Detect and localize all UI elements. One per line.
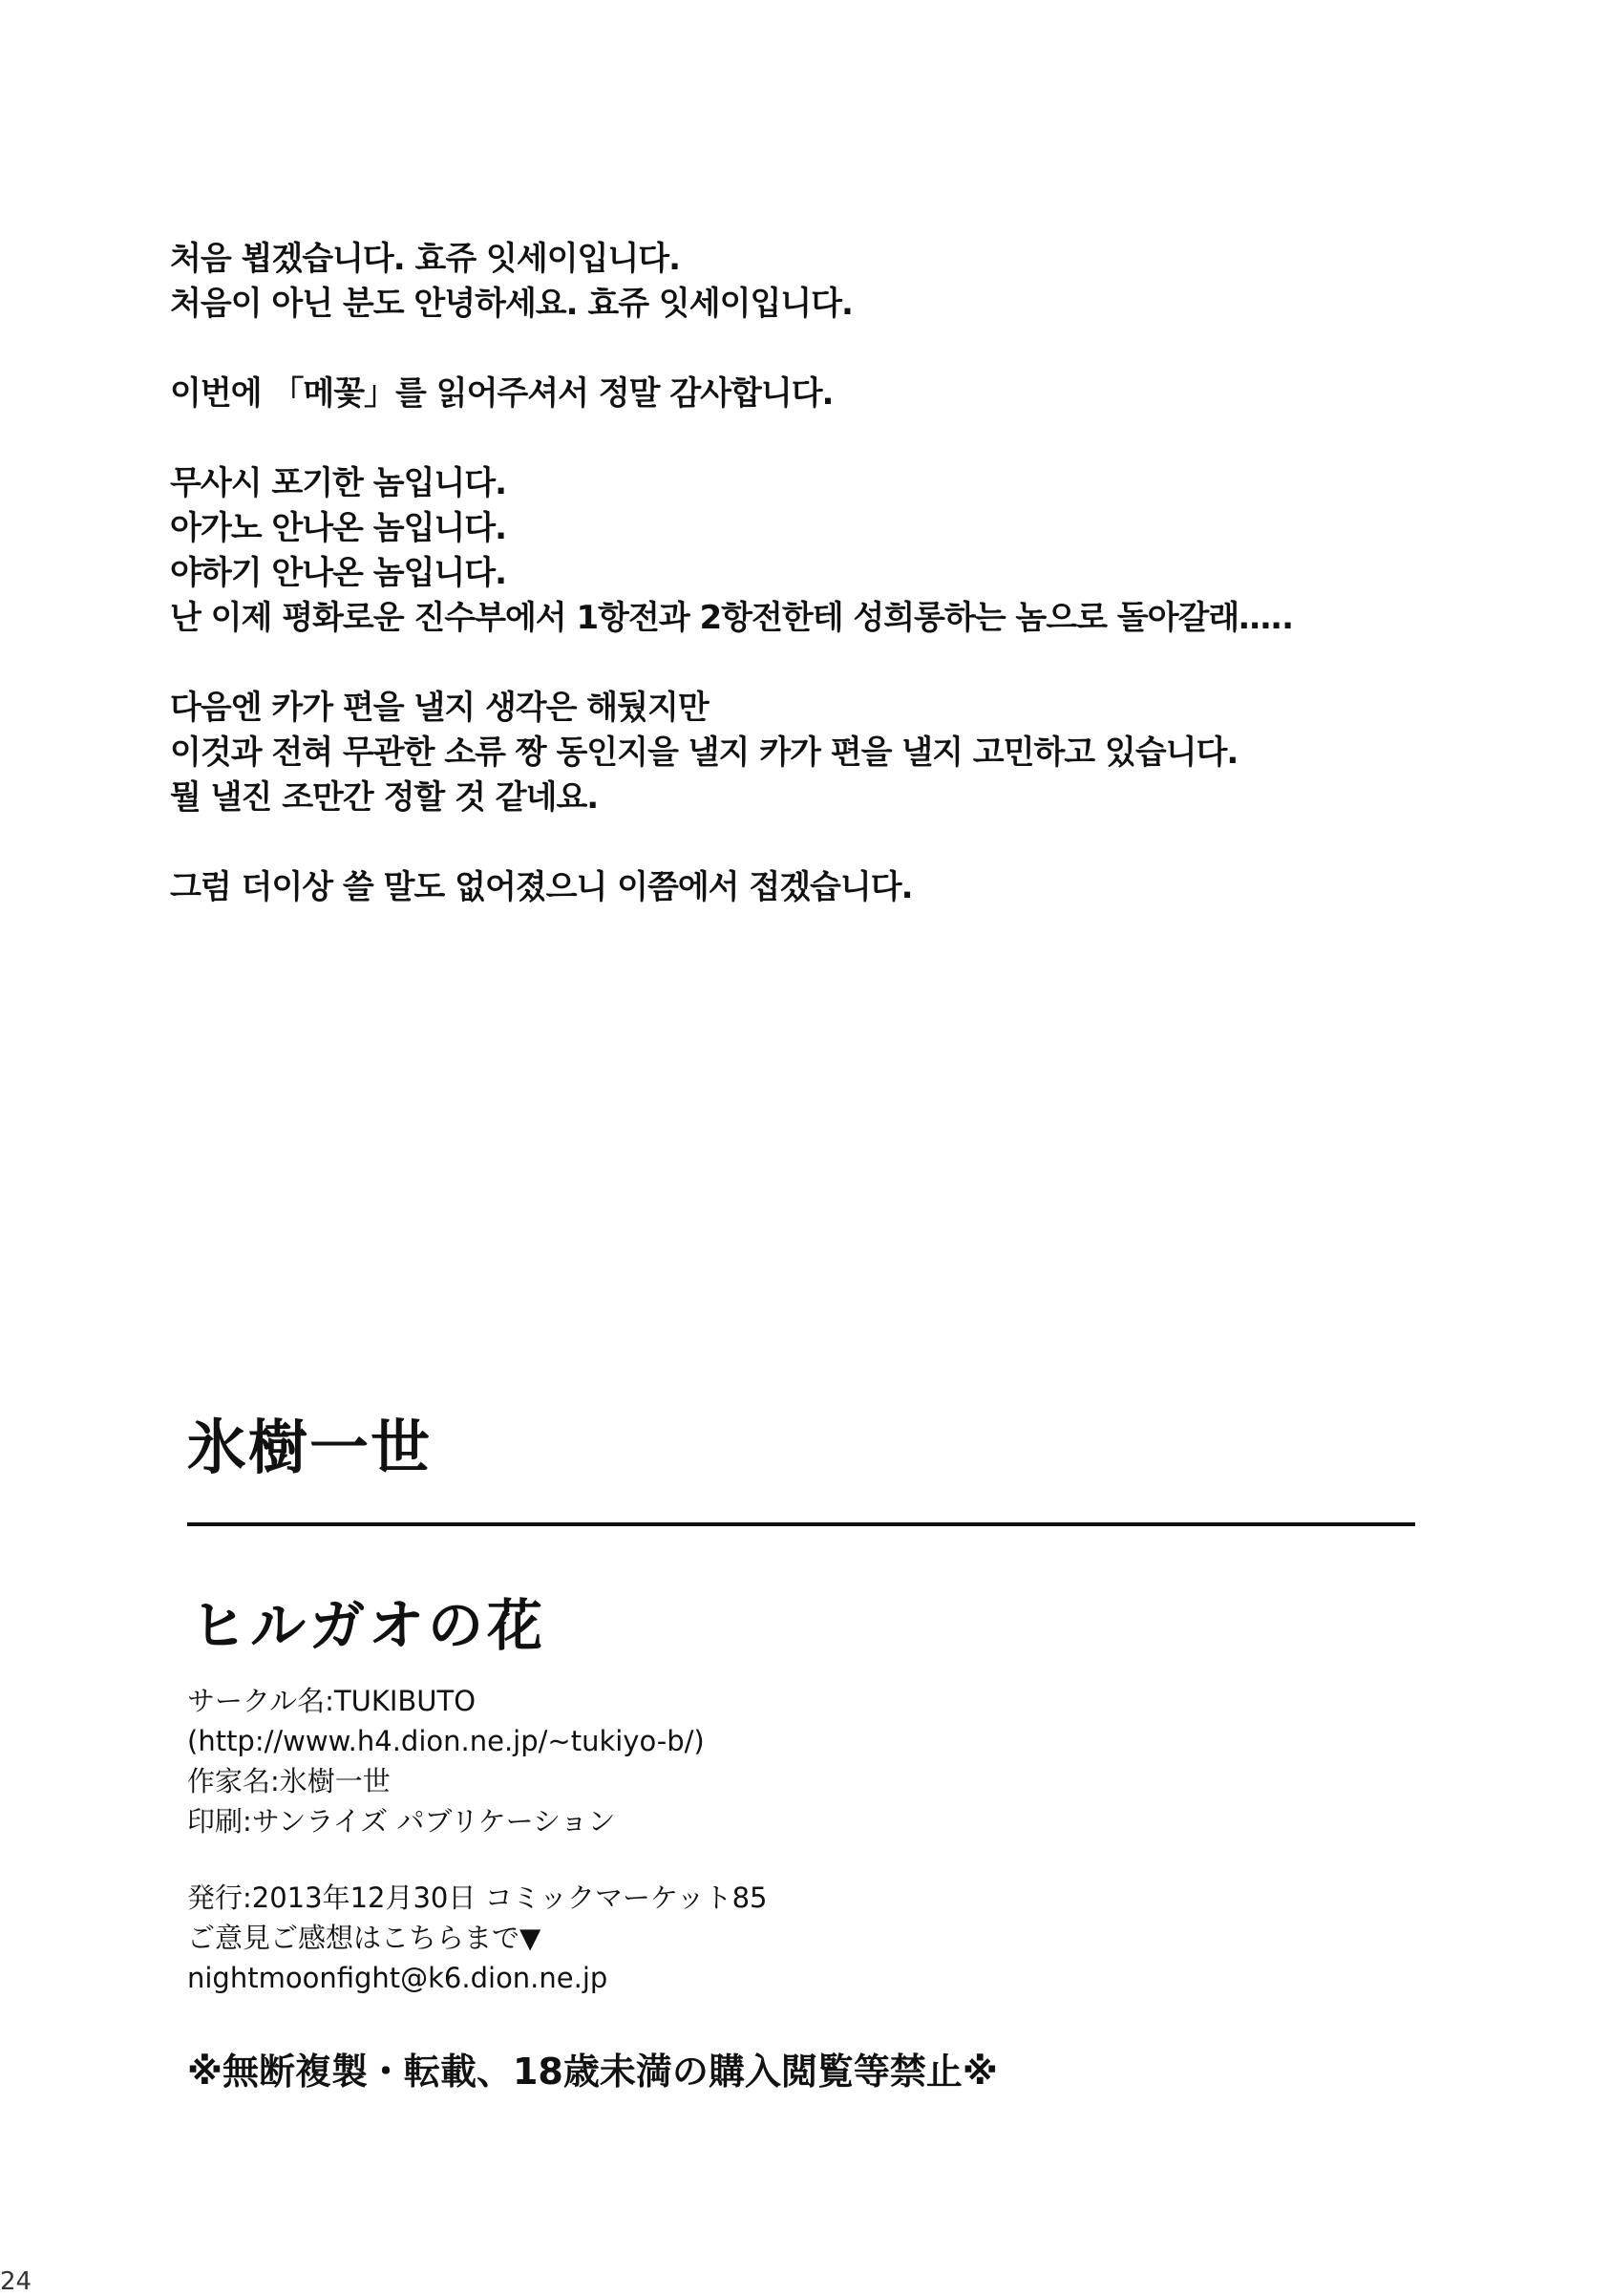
- feedback-line: ご意見ご感想はこちらまで▼: [187, 1922, 541, 1954]
- afterword-line: 다음엔 카가 편을 낼지 생각은 해뒀지만: [170, 689, 709, 727]
- afterword-paragraph-4: [170, 686, 1411, 820]
- colophon: [187, 1681, 767, 1998]
- contact-email: nightmoonfight@k6.dion.ne.jp: [187, 1962, 608, 1994]
- afterword-line: 뭘 낼진 조만간 정할 것 같네요.: [170, 778, 599, 817]
- publication-date: 発行:2013年12月30日 コミックマーケット85: [187, 1881, 768, 1914]
- afterword-line: 처음 뵙겠습니다. 효쥬 잇세이입니다.: [170, 240, 681, 278]
- divider-rule: [187, 1522, 1415, 1526]
- afterword-line: 야하기 안나온 놈입니다.: [170, 554, 507, 592]
- book-title: ヒルガオの花: [191, 1593, 547, 1658]
- afterword-line: 처음이 아닌 분도 안녕하세요. 효쥬 잇세이입니다.: [170, 285, 853, 323]
- afterword-paragraph-3: [170, 461, 1411, 641]
- afterword-paragraph-2: [170, 372, 1411, 416]
- afterword-paragraph-1: [170, 237, 1411, 327]
- afterword-line: 이번에 「메꽃」를 읽어주셔서 정말 감사합니다.: [170, 374, 834, 413]
- author-credit: 作家名:氷樹一世: [187, 1765, 391, 1797]
- page-number: 24: [0, 2267, 32, 2296]
- afterword-paragraph-5: [170, 865, 1411, 910]
- afterword-text: [170, 237, 1411, 955]
- afterword-line: 아가노 안나온 놈입니다.: [170, 509, 507, 547]
- afterword-line: 이것과 전혀 무관한 소류 짱 동인지을 낼지 카가 편을 낼지 고민하고 있습니다.: [170, 733, 1239, 772]
- printer-credit: 印刷:サンライズ パブリケーション: [187, 1805, 616, 1838]
- colophon-spacer: [187, 1841, 767, 1878]
- afterword-line: 난 이제 평화로운 진수부에서 1항전과 2항전한테 성희롱하는 놈으로 돌아갈래…..: [170, 599, 1294, 637]
- circle-url: (http://www.h4.dion.ne.jp/~tukiyo-b/): [187, 1725, 705, 1757]
- circle-name: サークル名:TUKIBUTO: [187, 1685, 477, 1717]
- copyright-notice: ※無断複製・転載、18歳未満の購入閲覧等禁止※: [187, 2051, 998, 2093]
- afterword-line: 무사시 포기한 놈입니다.: [170, 464, 507, 502]
- author-name-heading: 氷樹一世: [187, 1413, 433, 1482]
- afterword-line: 그럼 더이상 쓸 말도 없어졌으니 이쯤에서 접겠습니다.: [170, 868, 913, 906]
